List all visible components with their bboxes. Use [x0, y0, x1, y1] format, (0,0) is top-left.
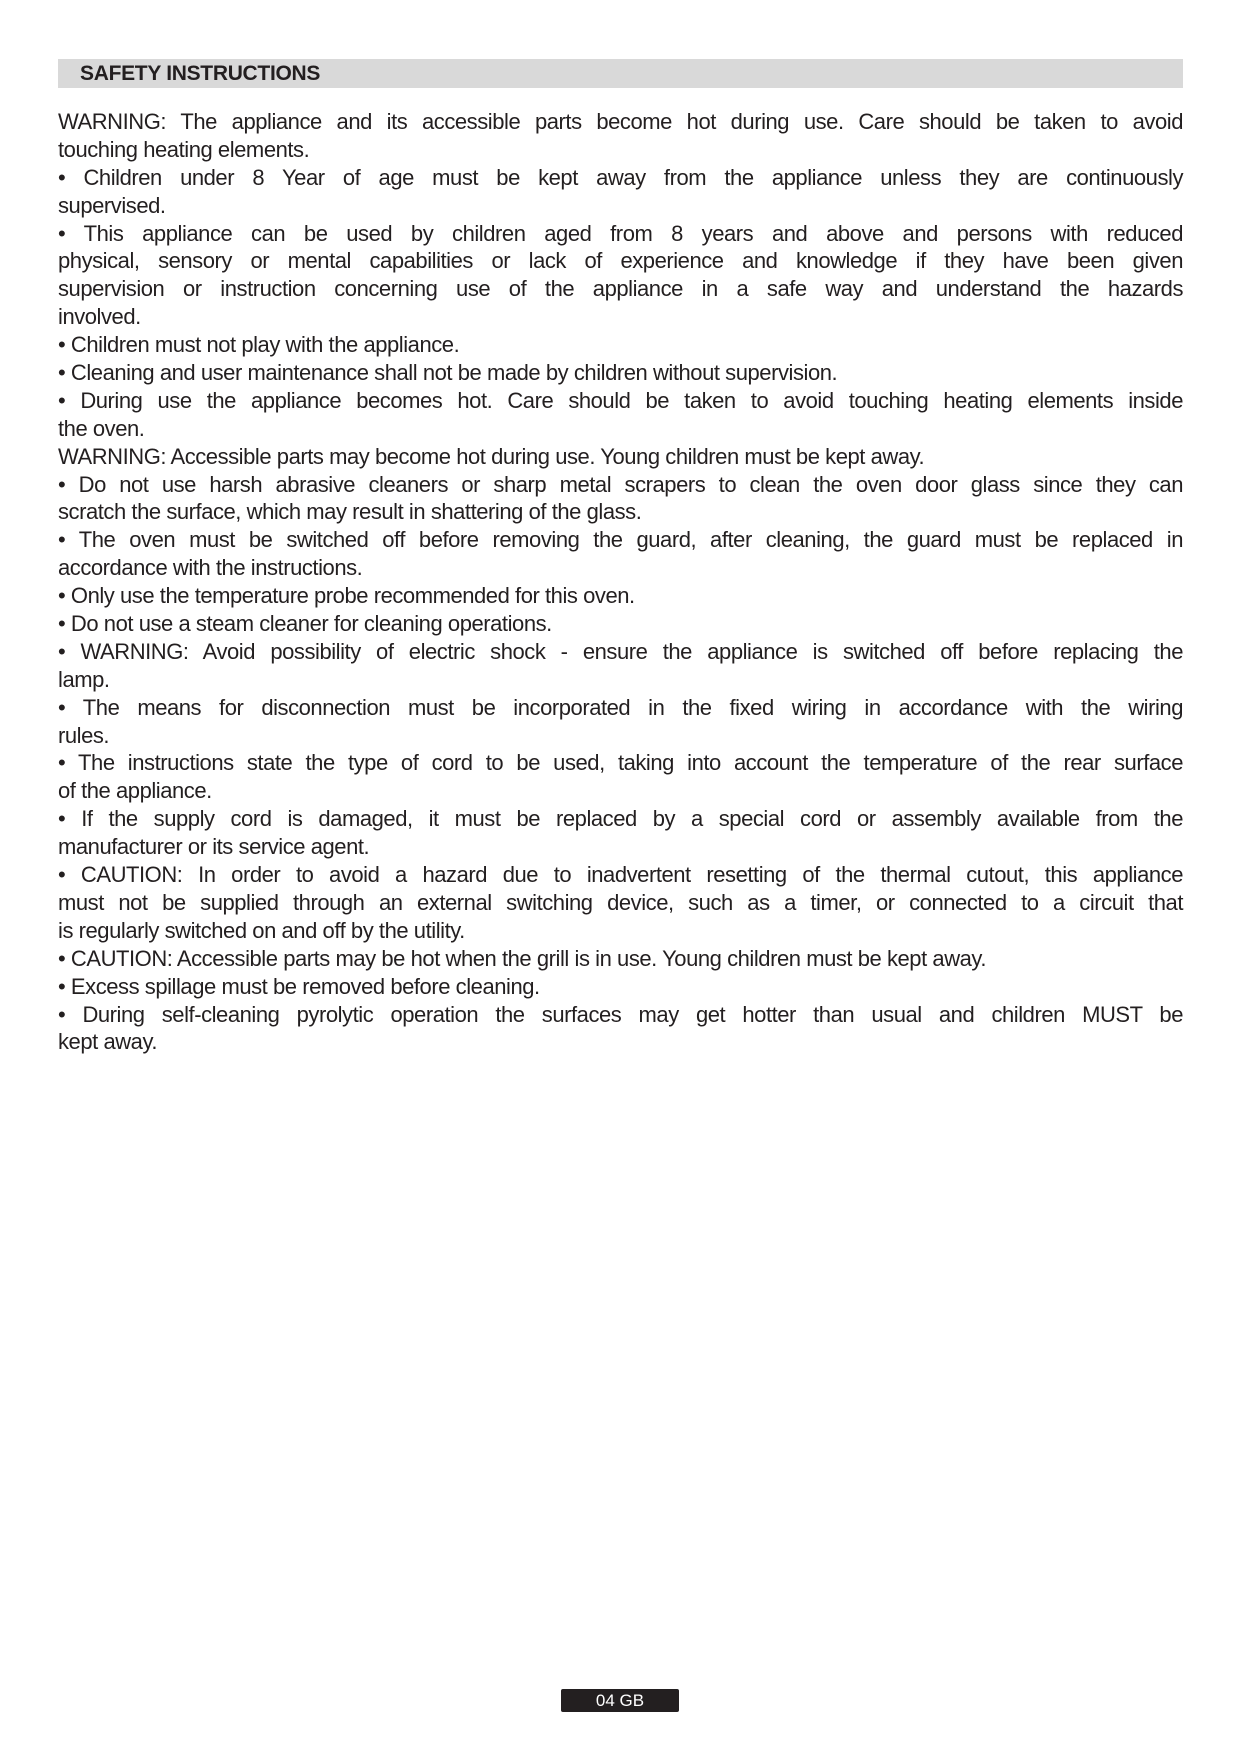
instruction-line: supervision or instruction concerning use of the appliance in a safe way and understand the hazards	[58, 276, 1183, 302]
instruction-line: must not be supplied through an external switching device, such as a timer, or connected to a circuit that	[58, 889, 1183, 915]
instruction-paragraph	[58, 638, 1183, 694]
instruction-line: • Excess spillage must be removed before cleaning.	[58, 973, 540, 999]
page-number-badge: 04 GB	[561, 1689, 679, 1712]
instruction-paragraph	[58, 471, 1183, 527]
instruction-paragraph	[58, 164, 1183, 220]
instruction-line: • CAUTION: In order to avoid a hazard due to inadvertent resetting of the thermal cutout, this appliance	[58, 862, 1183, 888]
instruction-line: • Only use the temperature probe recommended for this oven.	[58, 583, 635, 609]
instruction-paragraph	[58, 749, 1183, 805]
instruction-paragraph	[58, 694, 1183, 750]
instruction-line: • This appliance can be used by children aged from 8 years and above and persons with reduced	[58, 220, 1183, 246]
instruction-paragraph	[58, 805, 1183, 861]
instruction-paragraph	[58, 1001, 1183, 1057]
instruction-line: • If the supply cord is damaged, it must be replaced by a special cord or assembly available from the	[58, 806, 1183, 832]
section-title: SAFETY INSTRUCTIONS	[80, 62, 321, 85]
instruction-paragraph	[58, 945, 1183, 973]
instruction-line: • Do not use harsh abrasive cleaners or sharp metal scrapers to clean the oven door glass since they can	[58, 471, 1183, 497]
instruction-line: • During use the appliance becomes hot. Care should be taken to avoid touching heating elements inside	[58, 387, 1183, 413]
instruction-line: lamp.	[58, 666, 110, 692]
safety-instructions-body	[58, 108, 1183, 1056]
instruction-paragraph	[58, 861, 1183, 945]
instruction-line: WARNING: The appliance and its accessible parts become hot during use. Care should be taken to avoid	[58, 109, 1183, 134]
instruction-line: • The oven must be switched off before removing the guard, after cleaning, the guard must be replaced in	[58, 527, 1183, 553]
instruction-paragraph	[58, 387, 1183, 443]
instruction-line: • The instructions state the type of cord to be used, taking into account the temperature of the rear surface	[58, 750, 1183, 776]
instruction-paragraph	[58, 526, 1183, 582]
section-header	[58, 59, 1183, 88]
instruction-line: physical, sensory or mental capabilities or lack of experience and knowledge if they have been given	[58, 248, 1183, 274]
instruction-line: is regularly switched on and off by the utility.	[58, 917, 465, 943]
instruction-line: • WARNING: Avoid possibility of electric shock - ensure the appliance is switched off before replacing the	[58, 638, 1183, 664]
instruction-line: rules.	[58, 722, 110, 748]
instruction-line: accordance with the instructions.	[58, 555, 363, 581]
instruction-line: • Children under 8 Year of age must be kept away from the appliance unless they are continuously	[58, 164, 1183, 190]
instruction-line: involved.	[58, 304, 141, 330]
instruction-paragraph	[58, 610, 1183, 638]
instruction-paragraph	[58, 973, 1183, 1001]
instruction-line: of the appliance.	[58, 778, 212, 804]
instruction-line: touching heating elements.	[58, 136, 310, 162]
instruction-paragraph	[58, 582, 1183, 610]
instruction-line: supervised.	[58, 192, 166, 218]
instruction-line: • Children must not play with the appliance.	[58, 332, 460, 358]
instruction-line: WARNING: Accessible parts may become hot during use. Young children must be kept away.	[58, 443, 925, 469]
instruction-paragraph	[58, 443, 1183, 471]
instruction-line: • During self-cleaning pyrolytic operation the surfaces may get hotter than usual and children MUST be	[58, 1001, 1183, 1027]
instruction-paragraph	[58, 359, 1183, 387]
instruction-line: • CAUTION: Accessible parts may be hot when the grill is in use. Young children must be kept away.	[58, 945, 987, 971]
instruction-line: scratch the surface, which may result in shattering of the glass.	[58, 499, 642, 525]
instruction-paragraph	[58, 331, 1183, 359]
instruction-line: kept away.	[58, 1029, 158, 1055]
instruction-paragraph	[58, 108, 1183, 164]
instruction-line: manufacturer or its service agent.	[58, 834, 370, 860]
instruction-line: • The means for disconnection must be incorporated in the fixed wiring in accordance with the wiring	[58, 694, 1183, 720]
instruction-line: • Do not use a steam cleaner for cleaning operations.	[58, 611, 552, 637]
instruction-line: • Cleaning and user maintenance shall not be made by children without supervision.	[58, 360, 838, 386]
instruction-paragraph	[58, 220, 1183, 332]
instruction-line: the oven.	[58, 415, 145, 441]
